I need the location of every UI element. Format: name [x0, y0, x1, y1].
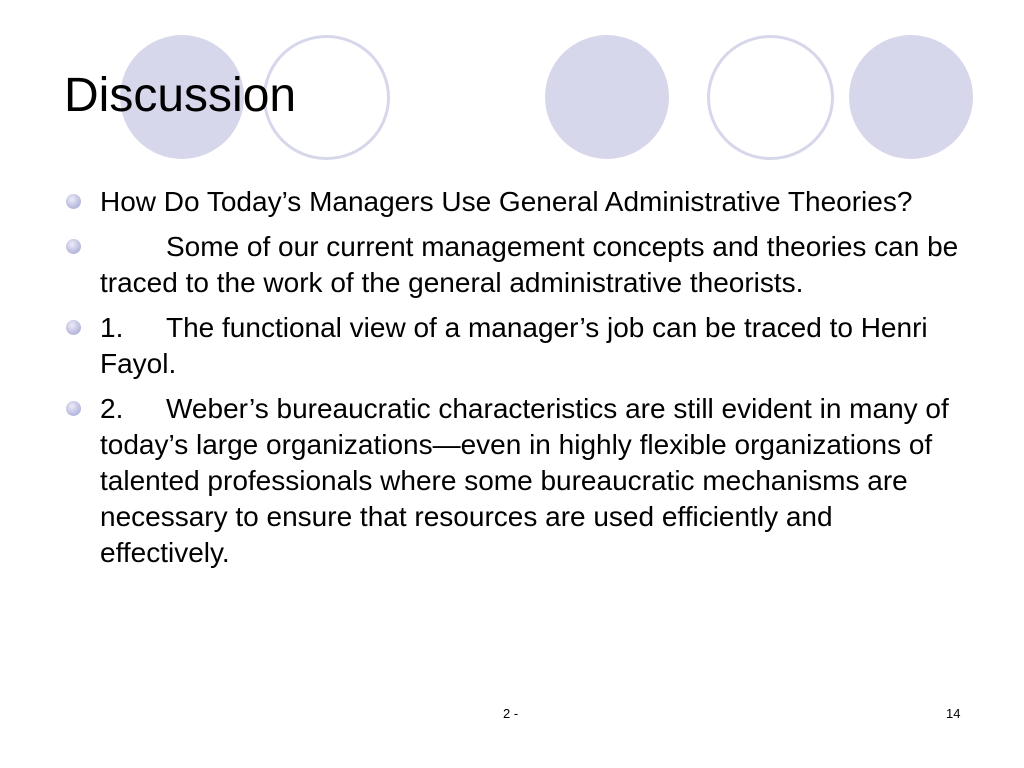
bullet-text: Weber’s bureaucratic characteristics are still evident in many of today’s large organizations—even in highly flexible organizations of talented professionals where some bureaucratic mechanisms are necessary to ensure that resources are used efficiently and effectively. — [100, 393, 949, 568]
bullet-item — [64, 391, 964, 571]
decorative-circle-filled — [849, 35, 973, 159]
decorative-circle-filled — [545, 35, 669, 159]
bullet-text: The functional view of a manager’s job can be traced to Henri Fayol. — [100, 312, 928, 379]
bullet-text: Some of our current management concepts and theories can be traced to the work of the general administrative theorists. — [100, 231, 959, 298]
bullet-text: How Do Today’s Managers Use General Administrative Theories? — [100, 186, 913, 217]
bullet-item — [64, 229, 964, 301]
page-number: 14 — [946, 706, 961, 721]
circle-bullet-icon — [66, 239, 81, 254]
circle-bullet-icon — [66, 320, 81, 335]
slide-title: Discussion — [64, 69, 297, 122]
footer-text: 2 - — [503, 706, 519, 721]
bullet-number: 1. — [100, 312, 124, 343]
circle-bullet-icon — [66, 401, 81, 416]
bullet-number: 2. — [100, 393, 124, 424]
bullet-item — [64, 184, 964, 220]
bullet-list — [64, 184, 964, 580]
decorative-circle-outline — [707, 35, 834, 160]
circle-bullet-icon — [66, 194, 81, 209]
bullet-item — [64, 310, 964, 382]
